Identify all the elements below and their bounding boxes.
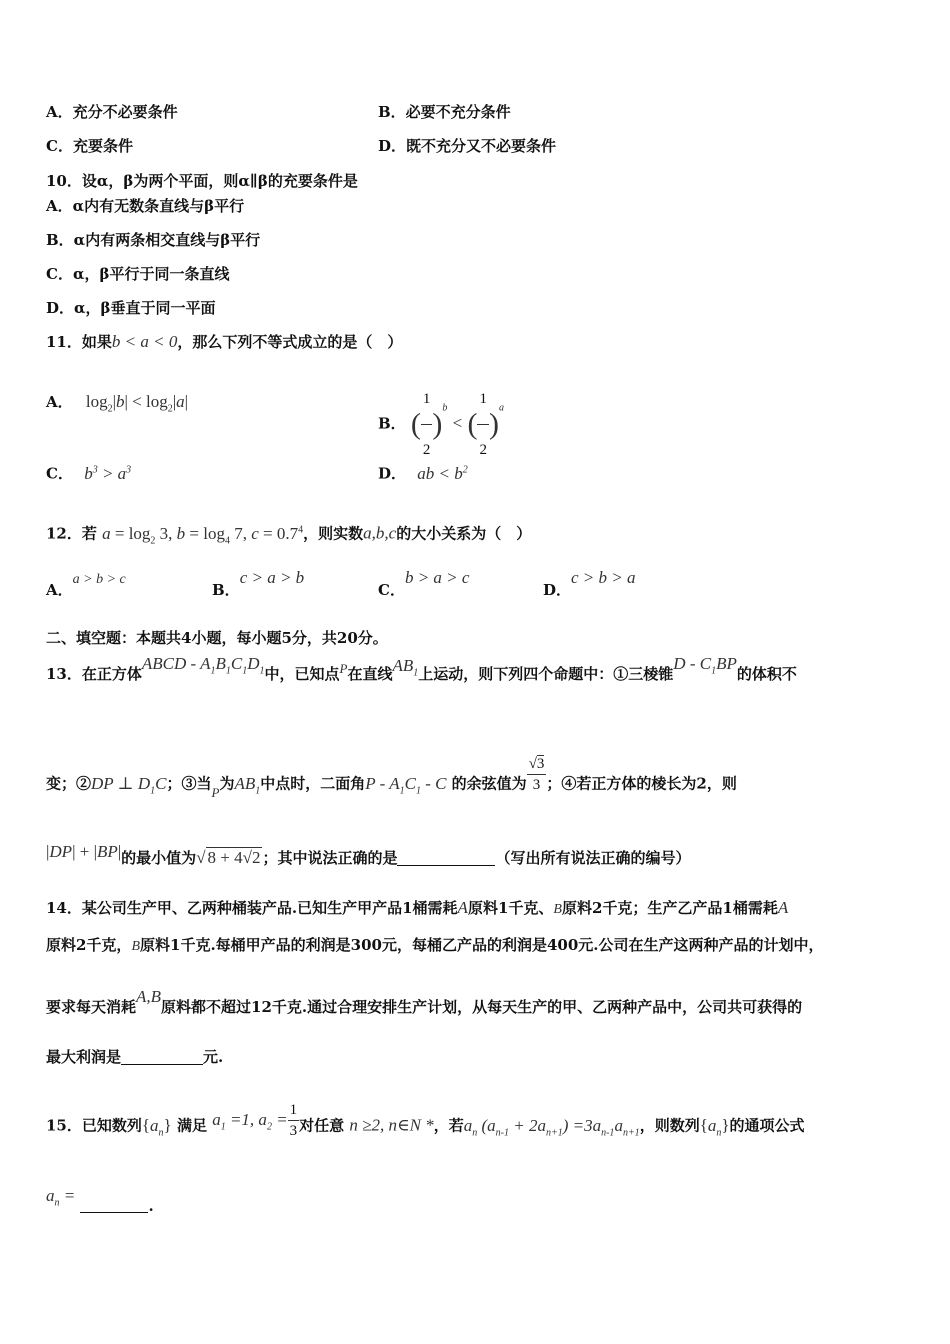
q10-option-b: B．α内有两条相交直线与β平行 xyxy=(46,231,261,249)
q13-line-3: |DP| + |BP|的最小值为√ 8 + 4√2 ；其中说法正确的是 （写出所有说法正确的编号） xyxy=(46,842,691,867)
q14-line-2: 原料2千克，B原料1千克.每桶甲产品的利润是300元，每桶乙产品的利润是400元.公司在生产这两种产品的计划中， xyxy=(46,936,824,954)
q15-line-1: 15．已知数列$\{a_n\}$ 满足 $a_1 =1$, $a_2$ = $\frac{1}{3}$ 对任意 n ≥2, n∈N *，若$a_n$ $(a_{n-1} + 2a_{n+1}) =3a_{n-1}a_{n+1}$，则数列$\{a_n\}$的通项公式 xyxy=(46,1102,805,1139)
q9-option-c: C．充要条件 xyxy=(46,137,133,155)
q11-option-a: A． $\log_2|b| < \log_2|a|$ xyxy=(46,392,189,415)
q11-stem: 11．如果b < a < 0，那么下列不等式成立的是（ ） xyxy=(46,332,403,351)
q10-option-d: D．α，β垂直于同一平面 xyxy=(46,299,216,317)
q14-line-1: 14．某公司生产甲、乙两种桶装产品.已知生产甲产品1桶需耗A原料1千克、B原料2千克；生产乙产品1桶需耗A xyxy=(46,898,789,917)
q14-answer-blank[interactable] xyxy=(121,1048,203,1065)
q14-line-3: 要求每天消耗A,B原料都不超过12千克.通过合理安排生产计划，从每天生产的甲、乙两种产品中，公司共可获得的 xyxy=(46,987,803,1016)
q14-line-4: 最大利润是 元. xyxy=(46,1048,224,1066)
q15-line-2: $a_n$ = . xyxy=(46,1186,154,1215)
q12-definitions: $a = \log_2 3$, $b = \log_4 7$, $c = 0.7^4$ xyxy=(102,523,304,547)
q10-option-c: C．α，β平行于同一条直线 xyxy=(46,265,230,283)
q11-option-b: B． ( $\frac{1}{2}$ )$^b$ < ( $\frac{1}{2}$ )$^a$ xyxy=(378,374,504,424)
q10-option-a: A．α内有无数条直线与β平行 xyxy=(46,197,245,215)
section-heading-fill-blank: 二、填空题：本题共4小题，每小题5分，共20分。 xyxy=(46,629,388,647)
q11-condition: b < a < 0 xyxy=(111,332,178,351)
q12-option-c: C．b > a > c xyxy=(378,568,470,599)
q10-stem: 10．设α，β为两个平面，则α∥β的充要条件是 xyxy=(46,172,358,190)
q9-option-a: A．充分不必要条件 xyxy=(46,103,178,121)
q11-option-d: D． ab < $b^2$ xyxy=(378,463,468,483)
q13-answer-blank[interactable] xyxy=(397,849,495,866)
q12-option-b: B．c > a > b xyxy=(212,568,305,599)
q9-option-b: B．必要不充分条件 xyxy=(378,103,511,121)
q11-option-a-expr: $\log_2|b| < \log_2|a|$ xyxy=(85,392,189,415)
q11-option-c-expr: $b^3 > a^3$ xyxy=(84,463,132,483)
q11-option-c: C． $b^3 > a^3$ xyxy=(46,463,132,483)
q15-answer-blank[interactable] xyxy=(80,1196,148,1213)
q9-option-d: D．既不充分又不必要条件 xyxy=(378,137,557,155)
q13-line-1: 13．在正方体ABCD - $A_1B_1C_1D_1$中，已知点P在直线$AB_1$上运动，则下列四个命题中：①三棱锥D - $C_1BP$的体积不 xyxy=(46,654,797,683)
q12-option-d: D．c > b > a xyxy=(543,568,636,599)
q11-option-d-expr: ab < $b^2$ xyxy=(417,463,468,483)
q12-stem: 12．若 $a = \log_2 3$, $b = \log_4 7$, $c = 0.7^4$，则实数a,b,c的大小关系为（ ） xyxy=(46,523,532,547)
q12-options: A．a > b > c xyxy=(46,572,126,599)
q13-line-2: 变；②DP ⊥ $D_1C$；③当P为$AB_1$中点时，二面角P - $A_1C_1$ - C 的余弦值为 $\frac{√3}{3}$ ；④若正方体的棱长为2，则 xyxy=(46,756,737,800)
